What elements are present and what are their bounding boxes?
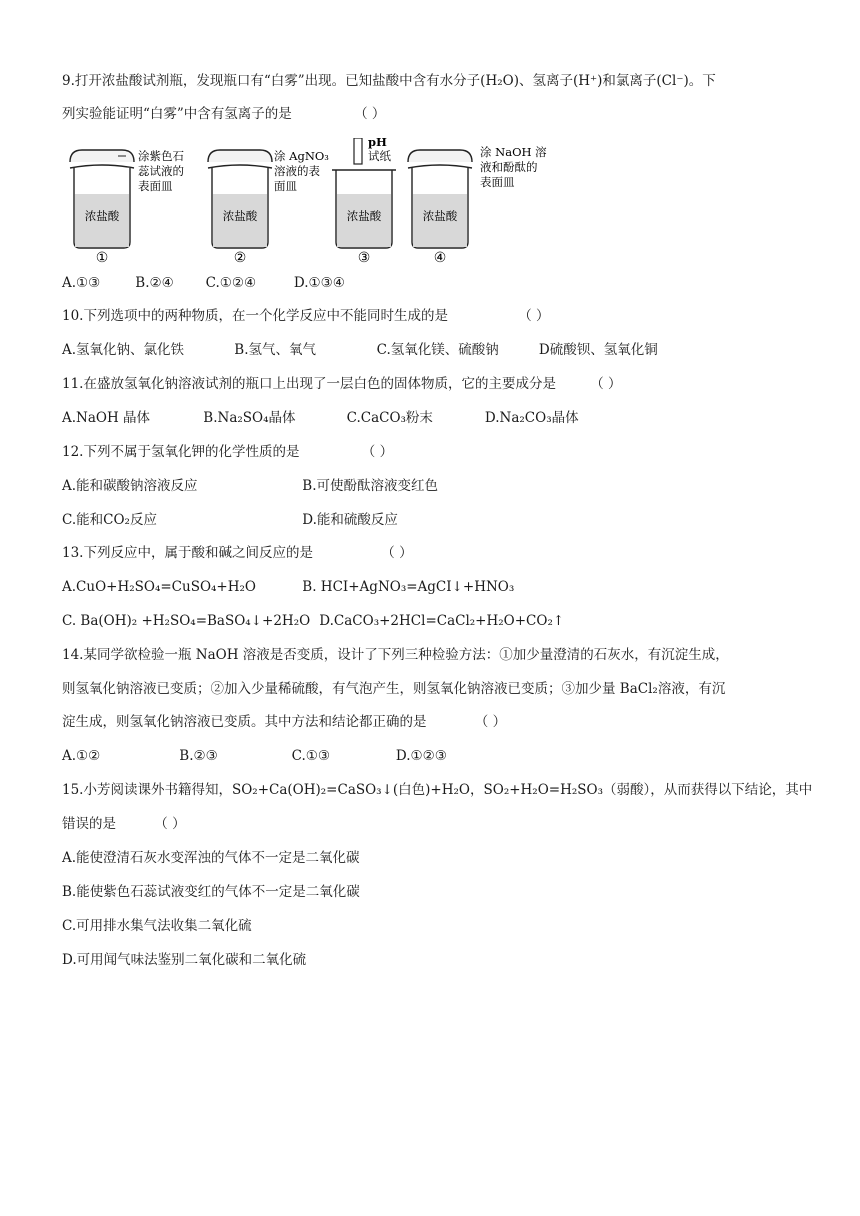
q11-stem-text: 11.在盛放氢氧化钠溶液试剂的瓶口上出现了一层白色的固体物质，它的主要成分是: [62, 376, 556, 392]
q14-option-c: C.①③: [291, 748, 330, 764]
q9-option-d: D.①③④: [293, 275, 345, 291]
q12-stem: [62, 442, 393, 462]
q9-options: [62, 273, 345, 293]
beaker-1: [70, 150, 134, 266]
q10-option-a: A.氢氧化钠、氯化铁: [62, 342, 185, 358]
beaker-2-number: ②: [233, 250, 247, 266]
q14-stem-text: 淀生成，则氢氧化钠溶液已变质。其中方法和结论都正确的是: [62, 714, 427, 730]
q14-options: [62, 746, 447, 766]
beaker-2-label: 浓盐酸: [222, 209, 258, 223]
q15-stem-text: 错误的是: [62, 816, 116, 832]
q14-option-b: B.②③: [179, 748, 218, 764]
label-2-line3: 面皿: [274, 179, 297, 193]
q10-option-b: B.氢气、氧气: [234, 342, 317, 358]
q11-stem: [62, 374, 622, 394]
beaker-3-label: 浓盐酸: [346, 209, 382, 223]
q14-option-a: A.①②: [62, 748, 101, 764]
q10-stem-text: 10.下列选项中的两种物质，在一个化学反应中不能同时生成的是: [62, 308, 448, 324]
q11-option-b: B.Na₂SO₄晶体: [203, 410, 296, 426]
q15-option-d: D.可用闻气味法鉴别二氧化碳和二氧化硫: [62, 952, 307, 968]
q15-option-a: A.能使澄清石灰水变浑浊的气体不一定是二氧化碳: [62, 850, 360, 866]
label-2-line2: 溶液的表: [274, 164, 320, 178]
q10-options: [62, 340, 658, 360]
q9-option-c: C.①②④: [205, 275, 257, 291]
q10-answer-paren: （ ）: [518, 308, 550, 324]
q10-option-d: D硫酸钡、氢氧化铜: [538, 342, 658, 358]
q10-option-c: C.氢氧化镁、硫酸钠: [376, 342, 499, 358]
q15-stem-line1: 15.小芳阅读课外书籍得知，SO₂+Ca(OH)₂=CaSO₃↓(白色)+H₂O，SO₂+H₂O=H₂SO₃（弱酸），从而获得以下结论，其中: [62, 782, 813, 798]
q11-option-c: C.CaCO₃粉末: [346, 410, 433, 426]
beaker-3-number: ③: [357, 250, 371, 266]
q13-option-c: C. Ba(OH)₂ +H₂SO₄=BaSO₄↓+2H₂O: [62, 613, 311, 629]
q9-option-a: A.①③: [62, 275, 101, 291]
label-3-line1: pH: [368, 138, 387, 149]
q14-answer-paren: （ ）: [474, 714, 507, 730]
q11-option-a: A.NaOH 晶体: [62, 410, 151, 426]
q13-stem-text: 13.下列反应中，属于酸和碱之间反应的是: [62, 545, 313, 561]
q13-options-row1: [62, 577, 514, 597]
q9-answer-paren: （ ）: [354, 106, 386, 122]
q14-stem-line3: [62, 712, 506, 732]
q15-answer-paren: （ ）: [154, 816, 186, 832]
label-4-line2: 液和酚酞的: [480, 160, 538, 174]
q12-option-a: A.能和碳酸钠溶液反应: [62, 478, 198, 494]
q13-option-b: B. HCI+AgNO₃=AgCI↓+HNO₃: [302, 579, 515, 595]
q12-option-d: D.能和硫酸反应: [302, 512, 398, 528]
q13-stem: [62, 543, 413, 563]
q14-option-d: D.①②③: [395, 748, 447, 764]
q13-answer-paren: （ ）: [381, 545, 413, 561]
q9-stem-text: 列实验能证明“白雾”中含有氢离子的是: [62, 106, 292, 122]
q13-options-row2: [62, 611, 564, 631]
label-1-line3: 表面皿: [138, 179, 173, 193]
q12-options-row1: [62, 476, 438, 496]
beaker-4-number: ④: [433, 250, 447, 266]
beaker-4-label: 浓盐酸: [422, 209, 458, 223]
q14-stem-line1: 14.某同学欲检验一瓶 NaOH 溶液是否变质，设计了下列三种检验方法：①加少量澄清的石灰水，有沉淀生成，: [62, 647, 729, 663]
label-2-line1: 涂 AgNO₃: [274, 149, 329, 163]
label-4-line3: 表面皿: [480, 175, 515, 189]
q13-option-a: A.CuO+H₂SO₄=CuSO₄+H₂O: [62, 579, 256, 595]
q11-options: [62, 408, 579, 428]
q13-option-d: D.CaCO₃+2HCl=CaCl₂+H₂O+CO₂↑: [319, 613, 565, 629]
q10-stem: [62, 306, 550, 326]
label-1-line2: 蕊试液的: [138, 164, 184, 178]
q9-stem-line1: 9.打开浓盐酸试剂瓶，发现瓶口有“白雾”出现。已知盐酸中含有水分子(H₂O)、氢离子(H⁺)和氯离子(Cl⁻)。下: [62, 73, 716, 89]
q12-option-c: C.能和CO₂反应: [62, 512, 157, 528]
q15-option-b: B.能使紫色石蕊试液变红的气体不一定是二氧化碳: [62, 884, 360, 900]
q14-stem-line2: 则氢氧化钠溶液已变质；②加入少量稀硫酸，有气泡产生，则氢氧化钠溶液已变质；③加少量 BaCl₂溶液，有沉: [62, 681, 726, 697]
beaker-1-label: 浓盐酸: [84, 209, 120, 223]
q12-option-b: B.可使酚酞溶液变红色: [302, 478, 439, 494]
q11-answer-paren: （ ）: [590, 376, 622, 392]
q12-options-row2: [62, 510, 398, 530]
q9-option-b: B.②④: [135, 275, 174, 291]
q12-answer-paren: （ ）: [361, 444, 394, 460]
q12-stem-text: 12.下列不属于氢氧化钾的化学性质的是: [62, 444, 300, 460]
q15-option-c: C.可用排水集气法收集二氧化硫: [62, 918, 252, 934]
q9-stem-line2: [62, 104, 385, 124]
label-3-line2: 试纸: [368, 149, 391, 163]
q15-stem-line2: [62, 814, 186, 834]
q11-option-d: D.Na₂CO₃晶体: [484, 410, 579, 426]
beaker-4: [408, 150, 472, 266]
label-4-line1: 涂 NaOH 溶: [480, 145, 547, 159]
q9-experiment-figure: [66, 138, 626, 266]
beaker-2: [208, 150, 272, 266]
label-1-line1: 涂紫色石: [138, 149, 184, 163]
beaker-1-number: ①: [95, 250, 109, 266]
